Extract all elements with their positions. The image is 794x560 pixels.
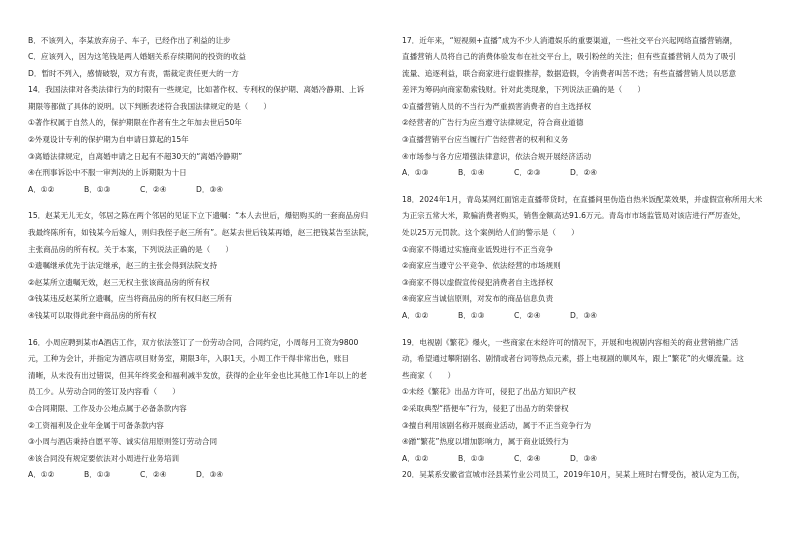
text-line: 差评为筹码向商家勒索钱财。针对此类现象，下列说法正确的是（ ） — [402, 85, 645, 95]
text-line: ②赵某所立遗嘱无效，赵三无权主张该商品房的所有权 — [28, 277, 210, 287]
answer-option: B．①③ — [458, 311, 485, 320]
answer-option: A．①③ — [402, 168, 429, 178]
text-line: ③钱某违反赵某所立遗嘱，应当将商品房的所有权归赵三所有 — [28, 294, 233, 304]
text-line: ④蹭“繁花”热度以增加影响力，属于商业诋毁行为 — [402, 437, 569, 447]
answer-option: C．②④ — [514, 311, 541, 320]
answer-option: C．②④ — [140, 184, 167, 194]
answer-option: D．②④ — [570, 168, 598, 178]
text-line: 为正宗五常大米，欺骗消费者购买，销售金额高达91.6万元。青岛市市场监管局对该店进行严厉查处， — [402, 211, 746, 221]
text-line: ①未经《繁花》出品方许可，侵犯了出品方知识产权 — [402, 387, 576, 397]
text-line: ②商家应当遵守公平竞争、依法经营的市场规则 — [402, 261, 561, 271]
question-spacer — [28, 324, 380, 334]
question-spacer — [402, 181, 766, 191]
text-line: ①商家不得通过实施商业诋毁进行不正当竞争 — [402, 244, 554, 254]
question-spacer — [402, 324, 766, 334]
text-line: 14．我国法律对各类法律行为的时限有一些规定，比如著作权、专利权的保护期、离婚冷静期、上诉 — [28, 85, 365, 95]
text-line: 直播营销人员将自己的消费体验发布在社交平台上，吸引粉丝的关注；但有些直播营销人员为了吸引 — [402, 52, 737, 62]
text-line: 主张商品房的所有权。关于本案，下列说法正确的是（ ） — [28, 244, 234, 254]
text-line: ④该合同没有规定要依法对小周进行业务培训 — [28, 453, 180, 463]
answer-options — [402, 165, 766, 182]
text-line: 19．电视剧《繁花》爆火，一些商家在未经许可的情况下，开展和电视剧内容相关的商业营销推广活 — [402, 337, 739, 347]
text-line: ①著作权属于自然人的，保护期限在作者有生之年加去世后50年 — [28, 118, 242, 128]
answer-option: A．①② — [402, 311, 429, 320]
text-line: 清晰，从未没有出过错误，但其年终奖金和福利减半发放，获得的企业年金也比其他工作1年以上的老 — [28, 370, 367, 380]
text-line: ①遗嘱继承优先于法定继承，赵三的主张会得到法院支持 — [28, 261, 218, 271]
text-line: ④市场参与各方应增强法律意识，依法合规开展经济活动 — [402, 151, 592, 161]
text-line: 员工少。从劳动合同的签订及内容看（ ） — [28, 387, 180, 397]
text-line: 20．吴某系安徽省宣城市泾县某竹业公司员工，2019年10月，吴某上班时右臂受伤，被认定为工伤， — [402, 470, 745, 480]
answer-options — [402, 450, 766, 467]
answer-option: D．③④ — [196, 470, 224, 480]
text-line: B．不该列入，李某放弃房子、车子，已经作出了利益的让步 — [28, 35, 231, 45]
question-spacer — [28, 198, 380, 208]
answer-options — [28, 181, 380, 198]
text-line: ③直播营销平台应当履行广告经营者的权利和义务 — [402, 135, 569, 145]
answer-option: D．③④ — [196, 184, 224, 194]
text-line: 流量、追逐利益，联合商家进行虚假推荐，数据造假，令消费者叫苦不迭；有些直播营销人员以恶意 — [402, 68, 737, 78]
text-line: 16．小周应聘到某市A酒店工作，双方依法签订了一份劳动合同，合同约定，小周每月工资为9800 — [28, 337, 359, 347]
answer-option: D．③④ — [570, 311, 598, 320]
text-line: ①直播营销人员的不当行为严重损害消费者的自主选择权 — [402, 101, 592, 111]
answer-option: B．①④ — [458, 168, 485, 178]
text-line: ③小周与酒店秉持自愿平等、诚实信用原则签订劳动合同 — [28, 437, 218, 447]
text-line: ①合同期限、工作及办公地点属于必备条款内容 — [28, 403, 187, 413]
answer-option: A．①② — [28, 184, 55, 194]
text-line: 期限等都做了具体的说明。以下判断表述符合我国法律规定的是（ ） — [28, 101, 271, 111]
text-line: ③离婚法律规定，自离婚申请之日起有不超30天的“离婚冷静期” — [28, 151, 243, 161]
text-line: ③擅自利用该剧名称开展商业活动，属于不正当竞争行为 — [402, 420, 592, 430]
answer-option: D．③④ — [570, 453, 598, 463]
answer-options — [28, 467, 380, 484]
answer-option: C．②④ — [140, 470, 167, 480]
answer-option: C．②④ — [514, 453, 541, 463]
answer-option: B．①③ — [84, 470, 111, 480]
answer-option: A．①② — [402, 453, 429, 463]
answer-option: C．②③ — [514, 168, 541, 178]
text-line: ②外观设计专利的保护期为自申请日算起的15年 — [28, 135, 189, 145]
answer-option: A．①② — [28, 470, 55, 480]
answer-options — [402, 308, 766, 325]
text-line: ②经营者的广告行为应当遵守法律规定，符合商业道德 — [402, 118, 584, 128]
text-line: 18．2024年1月，青岛某网红面馆走直播带货时，在直播间里伪造自热米饭配菜效果，并虚假宣称所用大米 — [402, 194, 763, 204]
text-line: 15．赵某无儿无女，邻居之陈在两个邻居的见证下立下遗嘱：“本人去世后，爆铝购买的一套商品房归 — [28, 211, 369, 221]
text-line: 些商家（ ） — [402, 370, 456, 380]
right-column — [402, 32, 766, 483]
answer-option: B．①③ — [458, 453, 485, 463]
left-column — [28, 32, 380, 483]
text-line: ④商家应当诚信原则，对发布的商品信息负责 — [402, 294, 554, 304]
text-line: ②采取典型“搭便车”行为，侵犯了出品方的荣誉权 — [402, 403, 569, 413]
text-line: ④钱某可以取得此套中商品房的所有权 — [28, 311, 157, 320]
text-line: ④在刑事诉讼中不服一审判决的上诉期限为十日 — [28, 168, 187, 178]
text-line: 17．近年来，“短视频+直播”成为不少人消遣娱乐的重要渠道，一些社交平台兴起网络直播营销潮， — [402, 35, 738, 45]
text-line: C．应该列入，因为这笔钱是两人婚姻关系存续期间的投资的收益 — [28, 52, 246, 62]
text-line: 处以25万元罚款。这个案例给人们的警示是（ ） — [402, 228, 579, 238]
text-line: ②工资福利及企业年金属于可备条款内容 — [28, 420, 164, 430]
text-line: D．暂时不列入，感情破裂，双方有责，需裁定责任更大的一方 — [28, 68, 239, 78]
text-line: 动，希望通过攀附剧名、剧情或者台词等热点元素，搭上电视剧的顺风车，跟上“繁花”的火爆流量。这 — [402, 354, 744, 364]
text-line: 我最终陈所有，如钱某今后嫁人，则归我侄子赵三所有”。赵某去世后钱某再婚，赵三把钱某告至法院， — [28, 228, 374, 238]
text-line: 元，工种为会计，并指定为酒店项目财务室，期限3年，入职1天，小周工作干得非常出色，账目 — [28, 354, 350, 364]
text-line: ③商家不得以虚假宣传侵犯消费者自主选择权 — [402, 277, 554, 287]
answer-option: B．①③ — [84, 184, 111, 194]
